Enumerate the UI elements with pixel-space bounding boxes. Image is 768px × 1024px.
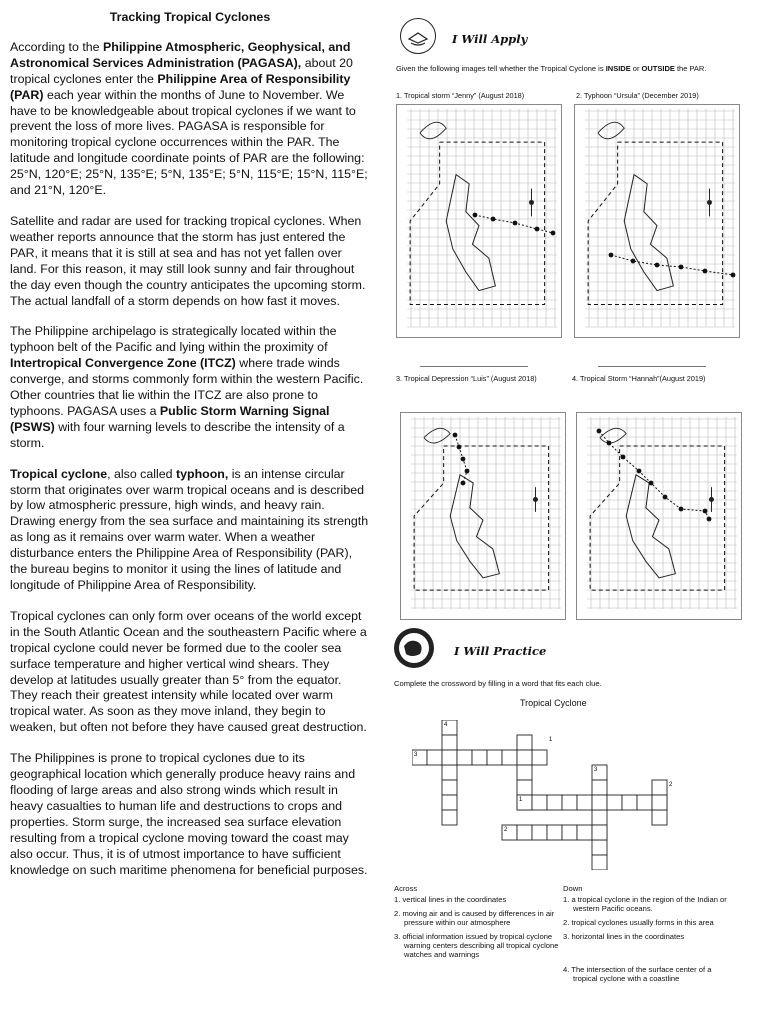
storm-track-point (655, 263, 660, 268)
philippines-outline (450, 475, 499, 578)
crossword-cell (592, 840, 607, 855)
across-clues (394, 884, 562, 964)
storm-track-point (461, 481, 466, 486)
storm-track-point (461, 457, 466, 462)
article-paragraph-6: The Philippines is prone to tropical cyclones due to its geographical location which generally produce heavy rains and flooding of large areas and also strong winds which result in heavy casualties to human life and destructions to crops and properties. Storm surge, the increased sea surface elevation resulting from a tropical cyclone moving toward the coast may also occur. Thus, it is of utmost importance to have sufficient knowledge on such maritime phenomena for beneficial purposes. (10, 751, 368, 877)
crossword-grid (412, 720, 712, 870)
map-caption-2: 2. Typhoon “Ursula” (December 2019) (576, 91, 699, 100)
crossword-cell (652, 810, 667, 825)
crossword-cell (592, 810, 607, 825)
crossword-cell (427, 750, 442, 765)
practice-header (392, 624, 758, 676)
storm-track-point (551, 231, 556, 236)
down-clue-1: 1. a tropical cyclone in the region of the Indian or western Pacific oceans. (563, 895, 727, 913)
storm-track-point (607, 441, 612, 446)
crossword-number: 1 (549, 737, 553, 743)
crossword-cell (547, 795, 562, 810)
mainland-outline (420, 122, 446, 139)
across-clue-3: 3. official information issued by tropical cyclone warning centers describing all tropical cyclone watches and warnings (394, 932, 559, 959)
crossword-cell (442, 765, 457, 780)
storm-track-point (457, 445, 462, 450)
compass-center (533, 497, 538, 502)
map-luis (400, 412, 566, 620)
crossword-cell (562, 825, 577, 840)
crossword-cell (442, 795, 457, 810)
crossword-cell (517, 765, 532, 780)
crossword-cell (652, 780, 667, 795)
crossword-cell (457, 750, 472, 765)
crossword-cell (517, 780, 532, 795)
compass-center (707, 200, 712, 205)
crossword-cell (517, 735, 532, 750)
storm-track-point (597, 429, 602, 434)
crossword-cell (577, 825, 592, 840)
storm-track-point (453, 433, 458, 438)
apply-instruction: Given the following images tell whether the Tropical Cyclone is INSIDE or OUTSIDE the PAR. (396, 64, 707, 73)
crossword-cell (442, 750, 457, 765)
storm-track-point (535, 227, 540, 232)
crossword-number: 4 (444, 722, 448, 728)
crossword-cell (592, 825, 607, 840)
crossword-title: Tropical Cyclone (520, 698, 587, 708)
down-clue-3: 3. horizontal lines in the coordinates (563, 932, 685, 941)
crossword-cell (442, 810, 457, 825)
article-title: Tracking Tropical Cyclones (109, 10, 271, 24)
book-hand-icon (400, 18, 436, 54)
answer-line-1 (420, 366, 528, 367)
crossword-cell (622, 795, 637, 810)
crossword-number: 2 (504, 827, 508, 833)
crossword-cell (547, 825, 562, 840)
storm-track-point (621, 455, 626, 460)
puzzle-globe-icon (394, 628, 434, 668)
article-paragraph-1: According to the Philippine Atmospheric, Geophysical, and Astronomical Services Administration (PAGASA), about 20 tropical cyclones enter the Philippine Area of Responsibility (PAR) each year within the months of June to November. We have to be knowledgeable about tropical cyclones if we want to prevent the loss of more lives. PAGASA is responsible for monitoring tropical cyclone occurrences within the PAR. The latitude and longitude coordinate points of PAR are the following: 25°N, 120°E; 25°N, 135°E; 5°N, 135°E; 5°N, 115°E; 15°N, 115°E; and 21°N, 120°E. (10, 39, 368, 198)
answer-line-2 (598, 366, 706, 367)
map-caption-1: 1. Tropical storm “Jenny” (August 2018) (396, 91, 525, 100)
storm-track-point (465, 469, 470, 474)
apply-heading: I Will Apply (452, 32, 528, 46)
crossword-cell (517, 750, 532, 765)
crossword-cell (517, 825, 532, 840)
crossword-cell (607, 795, 622, 810)
storm-track-point (703, 269, 708, 274)
article-paragraph-3: The Philippine archipelago is strategically located within the typhoon belt of the Pacific and lying within the proximity of Intertropical Convergence Zone (ITCZ) where trade winds converge, and storms commonly form within the western Pacific. Other countries that lie within the ITCZ are also prone to typhoons. PAGASA uses a Public Storm Warning Signal (PSWS) with four warning levels to describe the intensity of a storm. (10, 324, 364, 450)
down-clue-4: 4. The intersection of the surface center of a tropical cyclone with a coastline (563, 965, 712, 983)
crossword-cell (652, 795, 667, 810)
storm-track-point (731, 273, 736, 278)
map-caption-3: 3. Tropical Depression “Luis” (August 2018) (396, 374, 537, 383)
crossword-cell (592, 795, 607, 810)
storm-track-point (679, 507, 684, 512)
crossword-number: 1 (519, 797, 523, 803)
storm-track-point (703, 509, 708, 514)
crossword-number: 3 (414, 752, 418, 758)
article-paragraph-5: Tropical cyclones can only form over oceans of the world except in the South Atlantic Ocean and the southeastern Pacific where a tropical cyclone could never be formed due to the cooler sea surface temperature and higher vertical wind shears. They develop at latitudes usually greater than 5° from the equator. They reach their greatest intensity while located over warm tropical water. As soon as they move inland, they begin to weaken, but often not before they have caused great destruction. (10, 608, 367, 735)
crossword-cell (637, 795, 652, 810)
practice-instruction: Complete the crossword by filling in a word that fits each clue. (394, 679, 602, 688)
activity-column (392, 10, 758, 73)
crossword-cell (577, 795, 592, 810)
crossword-cell (487, 750, 502, 765)
crossword-cell (532, 795, 547, 810)
across-clue-2: 2. moving air and is caused by differences in air pressure within our atmosphere (394, 909, 555, 927)
apply-header (392, 10, 758, 62)
crossword-cell (532, 750, 547, 765)
storm-track-point (679, 265, 684, 270)
storm-track-point (473, 213, 478, 218)
map-hannah (576, 412, 742, 620)
map-jenny (396, 104, 562, 338)
crossword-cell (442, 780, 457, 795)
mainland-outline (600, 428, 626, 443)
philippines-outline (626, 475, 675, 578)
storm-track-point (637, 469, 642, 474)
storm-track-point (513, 221, 518, 226)
across-clue-1: 1. vertical lines in the coordinates (394, 895, 507, 904)
practice-heading: I Will Practice (454, 644, 547, 658)
crossword-cell (592, 780, 607, 795)
down-clue-2: 2. tropical cyclones usually forms in this area (563, 918, 714, 927)
storm-track-point (707, 517, 712, 522)
crossword-cell (502, 750, 517, 765)
storm-track-point (649, 481, 654, 486)
article-paragraph-2: Satellite and radar are used for tracking tropical cyclones. When weather reports announce that the storm has just entered the PAR, it means that it is still at sea and has not yet fallen over land. For this reason, it may still look sunny and fair throughout the day even though the country anticipates the upcoming storm. The actual landfall of a storm depends on how fast it moves. (10, 213, 366, 308)
article (10, 10, 370, 893)
storm-track-point (631, 259, 636, 264)
across-heading: Across (394, 884, 418, 893)
down-clues (563, 884, 727, 988)
map-caption-4: 4. Tropical Storm “Hannah”(August 2019) (572, 374, 706, 383)
crossword-cell (442, 735, 457, 750)
crossword-number: 2 (669, 782, 673, 788)
crossword-cell (562, 795, 577, 810)
mainland-outline (598, 122, 624, 139)
crossword-cell (472, 750, 487, 765)
compass-center (529, 200, 534, 205)
storm-track-point (609, 253, 614, 258)
storm-track-point (491, 217, 496, 222)
crossword-number: 3 (594, 767, 598, 773)
down-heading: Down (563, 884, 583, 893)
crossword-cell (532, 825, 547, 840)
compass-center (709, 497, 714, 502)
article-paragraph-4: Tropical cyclone, also called typhoon, is an intense circular storm that originates over warm tropical oceans and is described by low atmospheric pressure, high winds, and heavy rain. Drawing energy from the sea surface and maintaining its strength as long as it remains over warm water. When a weather disturbance enters the Philippine Area of Responsibility (PAR), the bureau begins to monitor it using the lines of latitude and longitude of Philippine Area of Responsibility. (10, 466, 369, 592)
map-ursula (574, 104, 740, 338)
storm-track-point (663, 495, 668, 500)
mainland-outline (424, 428, 450, 443)
crossword-cell (592, 855, 607, 870)
